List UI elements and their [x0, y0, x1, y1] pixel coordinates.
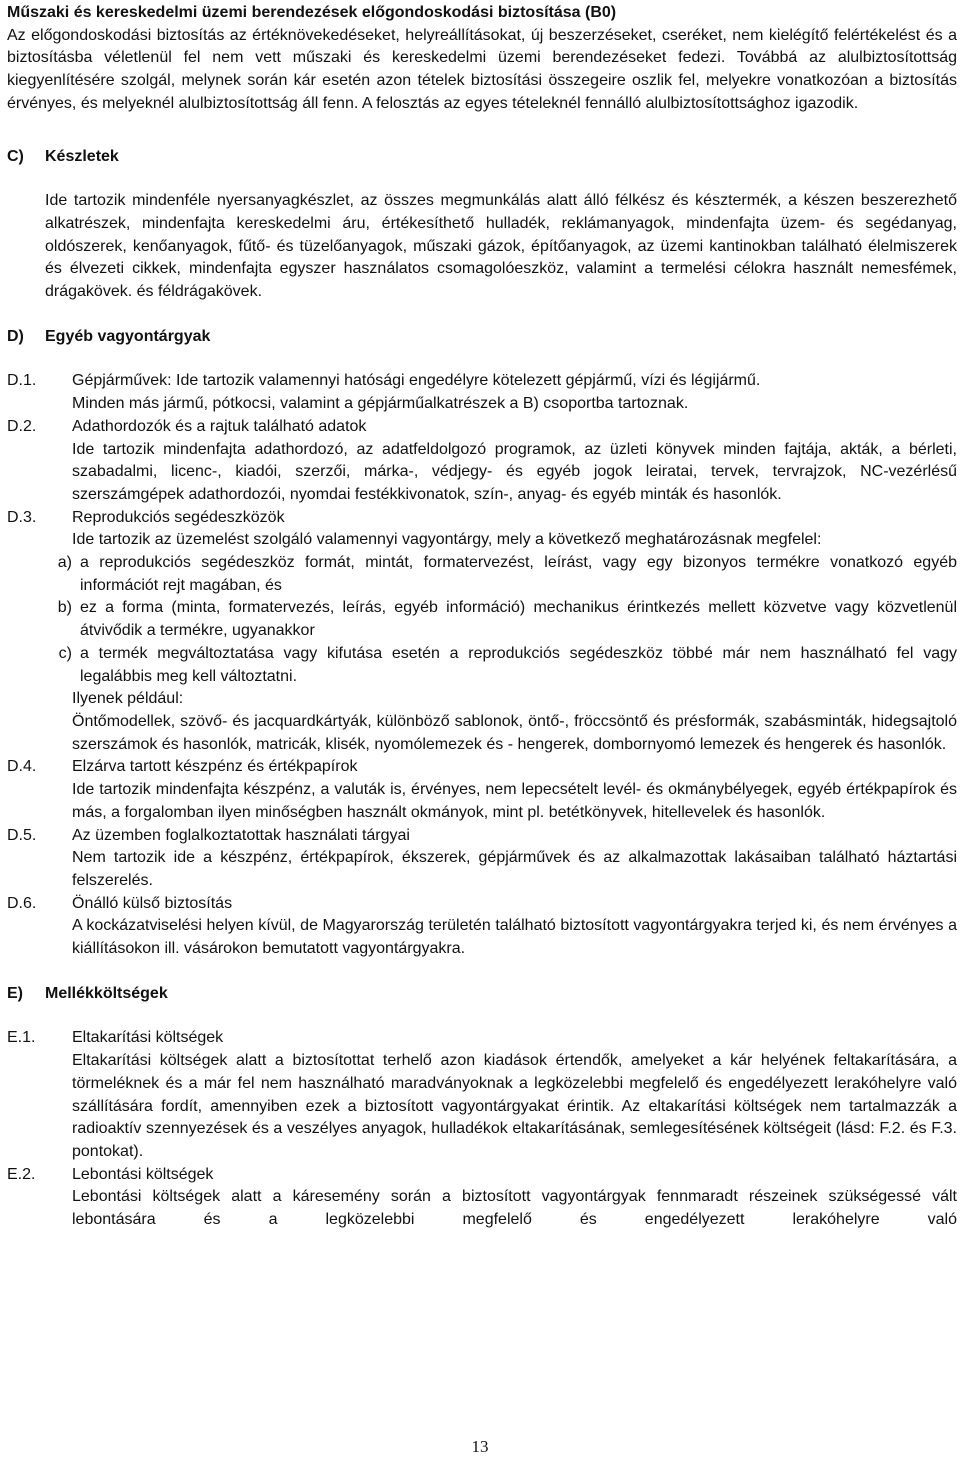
- criterion-text: ez a forma (minta, formatervezés, leírás, egyéb információ) mechanikus érintkezés mellett közvetve vagy közvetlenül átvivődik a termékre, ugyanakkor: [80, 599, 957, 640]
- section-d-letter: D): [7, 327, 24, 345]
- item-d3: [7, 507, 957, 552]
- item-e1-text: Eltakarítási költségek alatt a biztosítottat terhelő azon kiadások értendők, amelyeket a kár helyének feltakarítására, a törmeléknek és a már fel nem használható maradványoknak a legközelebbi megfelelő és engedélyezett lerakóhelyre való szállítására fordít, amennyiben ezek a biztosított vagyontárgyakat érintik. Az eltakarítási költségek nem tartalmazzák a radioaktív szennyezések és a veszélyes anyagok, hulladékok eltakarításának, semlegesítésének költségeit (lásd: F.2. és F.3. pontokat).: [72, 1052, 957, 1160]
- section-e-heading: [7, 983, 957, 1006]
- section-e-letter: E): [7, 984, 23, 1002]
- item-number: E.2.: [7, 1165, 36, 1183]
- section-e-title: Mellékköltségek: [45, 984, 168, 1002]
- section-b0-title: Műszaki és kereskedelmi üzemi berendezések előgondoskodási biztosítása (B0): [7, 4, 617, 21]
- section-d-heading: [7, 326, 957, 349]
- item-d3-criterion-b: [7, 597, 957, 642]
- examples-text: Öntőmodellek, szövő- és jacquardkártyák, különböző sablonok, öntő-, fröccsöntő és présformák, szabásminták, hidegsajtoló szerszámok és hasonlók, matricák, klisék, nyomólemezek és - hengerek, dombornyomó lemezek és hengerek és hasonlók.: [72, 712, 957, 753]
- item-d2-heading: Adathordozók és a rajtuk található adatok: [72, 417, 367, 435]
- item-d3-criterion-c: [7, 643, 957, 688]
- item-d3-criterion-a: [7, 552, 957, 597]
- item-number: D.5.: [7, 826, 37, 844]
- item-d6: [7, 893, 957, 961]
- item-d5-heading: Az üzemben foglalkoztatottak használati tárgyai: [72, 826, 410, 844]
- item-number: D.3.: [7, 508, 37, 526]
- item-d1-line-2: Minden más jármű, pótkocsi, valamint a gépjárműalkatrészek a B) csoportba tartoznak.: [72, 395, 689, 413]
- section-c-text: Ide tartozik mindenféle nyersanyagkészlet, az összes megmunkálás alatt álló félkész és késztermék, a készen beszerezhető alkatrészek, mindenfajta kereskedelmi áru, értékesíthető hulladék, reklámanyagok, mindenfajta üzem- és segédanyag, oldószerek, kenőanyagok, fűtő- és tüzelőanyagok, műszaki gázok, építőanyagok, az üzemi kantinokban található élelmiszerek és élvezeti cikkek, mindenfajta egyszer használatos csomagolóeszköz, valamint a termelési célokra használt nemesfémek, drágakövek. és féldrágakövek.: [45, 192, 957, 301]
- item-e1-heading: Eltakarítási költségek: [72, 1029, 224, 1047]
- item-d3-heading: Reprodukciós segédeszközök: [72, 508, 285, 526]
- item-number: D.2.: [7, 417, 37, 435]
- criterion-label: a): [57, 554, 72, 572]
- item-d4-heading: Elzárva tartott készpénz és értékpapírok: [72, 758, 358, 776]
- document-page: [7, 0, 957, 1232]
- item-e2: [7, 1164, 957, 1232]
- item-number: D.4.: [7, 758, 37, 776]
- item-d5-text: Nem tartozik ide a készpénz, értékpapírok, ékszerek, gépjárművek és az alkalmazottak lakásaiban található háztartási felszerelés.: [72, 849, 957, 889]
- item-e1: [7, 1027, 957, 1163]
- section-d-title: Egyéb vagyontárgyak: [45, 327, 211, 345]
- item-d1: [7, 370, 957, 415]
- item-d6-heading: Önálló külső biztosítás: [72, 894, 233, 912]
- item-d6-text: A kockázatviselési helyen kívül, de Magyarország területén található biztosított vagyontárgyakra terjed ki, és nem érvényes a kiállításokon ill. vásárokon bemutatott vagyontárgyakra.: [72, 917, 957, 958]
- item-number: D.1.: [7, 372, 37, 390]
- section-c-title: Készletek: [45, 147, 119, 165]
- section-c-heading: [7, 146, 957, 169]
- item-e2-heading: Lebontási költségek: [72, 1165, 214, 1183]
- item-d1-line-1: Gépjárművek: Ide tartozik valamennyi hatósági engedélyre kötelezett gépjármű, vízi és légijármű.: [72, 372, 761, 390]
- item-d2-text: Ide tartozik mindenfajta adathordozó, az adatfeldolgozó programok, az üzleti könyvek minden fajtája, akták, a bérleti, szabadalmi, licenc-, kiadói, szerzői, márka-, védjegy- és egyéb jogok leiratai, tervek, tervrajzok, NC-vezérlésű szerszámgépek adathordozói, nyomdai festékkivonatok, szín-, anyag- és egyéb minták és hasonlók.: [72, 440, 957, 503]
- criterion-label: b): [57, 599, 72, 617]
- criterion-text: a termék megváltoztatása vagy kifutása esetén a reprodukciós segédeszköz többé már nem használható fel vagy legalábbis meg kell változtatni.: [80, 644, 957, 685]
- item-d3-examples: [7, 688, 957, 756]
- criterion-label: c): [58, 644, 72, 662]
- item-number: D.6.: [7, 894, 37, 912]
- page-number: 13: [471, 1437, 489, 1456]
- section-c-letter: C): [7, 147, 24, 165]
- examples-label: Ilyenek például:: [72, 690, 184, 708]
- item-d4: [7, 756, 957, 824]
- section-b0-paragraph: Az előgondoskodási biztosítás az értéknövekedéseket, helyreállításokat, új beszerzéseket, cseréket, nem kielégítő felértékelést és a biztosításba véletlenül fel nem vett műszaki és kereskedelmi üzemi berendezéseket fedezi. Továbbá az alulbiztosítottság kiegyenlítésére szolgál, melynek során kár esetén azon tételek biztosítási összegeire oszlik fel, melyekre vonatkozóan a biztosítás érvényes, és melyeknél alulbiztosítottság áll fenn. A felosztás az egyes tételeknél fennálló alulbiztosítottsághoz igazodik.: [7, 26, 957, 112]
- item-d3-text: Ide tartozik az üzemelést szolgáló valamennyi vagyontárgy, mely a következő meghatározásnak megfelel:: [72, 531, 822, 549]
- item-number: E.1.: [7, 1029, 36, 1047]
- item-d5: [7, 825, 957, 893]
- item-d2: [7, 416, 957, 507]
- item-e2-text: Lebontási költségek alatt a káresemény során a biztosított vagyontárgyak fennmaradt részeinek szükségessé vált lebontására és a legközelebbi megfelelő és engedélyezett lerakóhelyre való: [72, 1188, 957, 1229]
- item-d4-text: Ide tartozik mindenfajta készpénz, a valuták is, érvényes, nem lepecsételt levél- és okmánybélyegek, egyéb értékpapírok és más, a forgalomban ilyen minőségben használt okmányok, mint pl. betétkönyvek, hitellevelek és hasonlók.: [72, 781, 957, 821]
- criterion-text: a reprodukciós segédeszköz formát, mintát, formatervezést, leírást, vagy egy bizonyos termékre vonatkozó egyéb információt rejt magában, és: [80, 554, 957, 594]
